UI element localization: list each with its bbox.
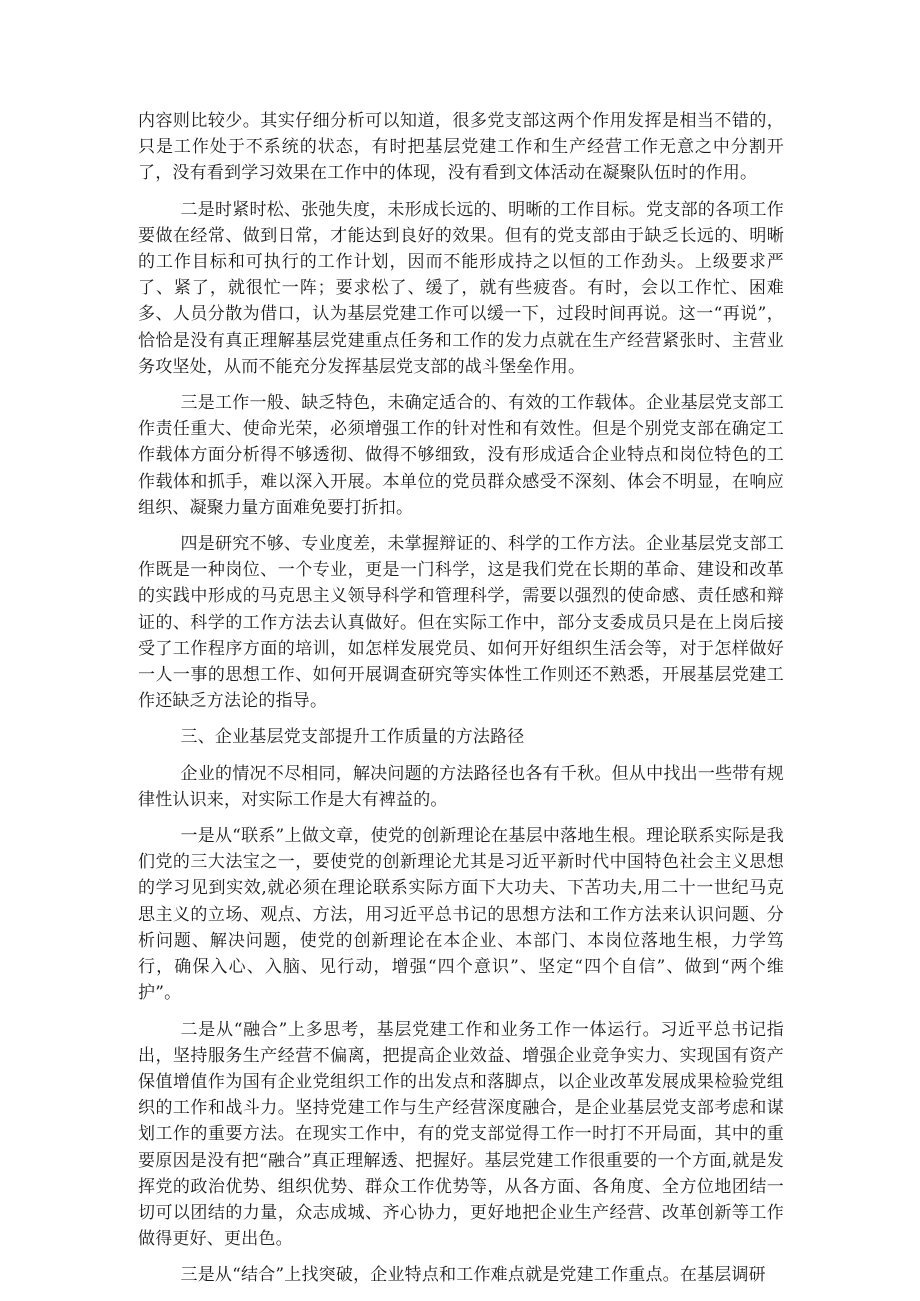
paragraph-method-three: 三是从“结合”上找突破，企业特点和工作难点就是党建工作重点。在基层调研 xyxy=(180,1265,766,1286)
document-page xyxy=(138,108,784,1289)
paragraph-problem-four: 四是研究不够、专业度差，未掌握辩证的、科学的工作方法。企业基层党支部工作既是一种岗位、一个专业，更是一门科学，这是我们党在长期的革命、建设和改革的实践中形成的马克思主义领导科学和管理科学，需要以强烈的使命感、责任感和辩证的、科学的工作方法去认真做好。但在实际工作中，部分支委成员只是在上岗后接受了工作程序方面的培训，如怎样发展党员、如何开好组织生活会等，对于怎样做好一人一事的思想工作、如何开展调查研究等实体性工作则还不熟悉，开展基层党建工作还缺乏方法论的指导。 xyxy=(138,534,784,712)
paragraph-section-intro: 企业的情况不尽相同，解决问题的方法路径也各有千秋。但从中找出一些带有规律性认识来，对实际工作是大有裨益的。 xyxy=(138,763,784,810)
section-heading: 三、企业基层党支部提升工作质量的方法路径 xyxy=(180,727,525,748)
paragraph-problem-three: 三是工作一般、缺乏特色，未确定适合的、有效的工作载体。企业基层党支部工作责任重大、使命光荣，必须增强工作的针对性和有效性。但是个别党支部在确定工作载体方面分析得不够透彻、做得不够细致，没有形成适合企业特点和岗位特色的工作载体和抓手，难以深入开展。本单位的党员群众感受不深刻、体会不明显，在响应组织、凝聚力量方面难免要打折扣。 xyxy=(138,393,784,518)
paragraph-method-one: 一是从“联系”上做文章，使党的创新理论在基层中落地生根。理论联系实际是我们党的三大法宝之一，要使党的创新理论尤其是习近平新时代中国特色社会主义思想的学习见到实效,就必须在理论联系实际方面下大功夫、下苦功夫,用二十一世纪马克思主义的立场、观点、方法，用习近平总书记的思想方法和工作方法来认识问题、分析问题、解决问题，使党的创新理论在本企业、本部门、本岗位落地生根，力学笃行，确保入心、入脑、见行动，增强“四个意识”、坚定“四个自信”、做到“两个维护”。 xyxy=(138,826,784,1004)
paragraph-continuation: 内容则比较少。其实仔细分析可以知道，很多党支部这两个作用发挥是相当不错的，只是工作处于不系统的状态，有时把基层党建工作和生产经营工作无意之中分割开了，没有看到学习效果在工作中的体现，没有看到文体活动在凝聚队伍时的作用。 xyxy=(138,111,784,184)
paragraph-method-two: 二是从“融合”上多思考，基层党建工作和业务工作一体运行。习近平总书记指出，坚持服务生产经营不偏离，把提高企业效益、增强企业竞争实力、实现国有资产保值增值作为国有企业党组织工作的出发点和落脚点，以企业改革发展成果检验党组织的工作和战斗力。坚持党建工作与生产经营深度融合，是企业基层党支部考虑和谋划工作的重要方法。在现实工作中，有的党支部觉得工作一时打不开局面，其中的重要原因是没有把“融合”真正理解透、把握好。基层党建工作很重要的一个方面,就是发挥党的政治优势、组织优势、群众工作优势等，从各方面、各角度、全方位地团结一切可以团结的力量，众志成城、齐心协力，更好地把企业生产经营、改革创新等工作做得更好、更出色。 xyxy=(138,1019,784,1250)
paragraph-problem-two: 二是时紧时松、张弛失度，未形成长远的、明晰的工作目标。党支部的各项工作要做在经常、做到日常，才能达到良好的效果。但有的党支部由于缺乏长远的、明晰的工作目标和可执行的工作计划，因而不能形成持之以恒的工作劲头。上级要求严了、紧了，就很忙一阵；要求松了、缓了，就有些疲沓。有时，会以工作忙、困难多、人员分散为借口，认为基层党建工作可以缓一下，过段时间再说。这一“再说”，恰恰是没有真正理解基层党建重点任务和工作的发力点就在生产经营紧张时、主营业务攻坚处，从而不能充分发挥基层党支部的战斗堡垒作用。 xyxy=(138,199,784,377)
